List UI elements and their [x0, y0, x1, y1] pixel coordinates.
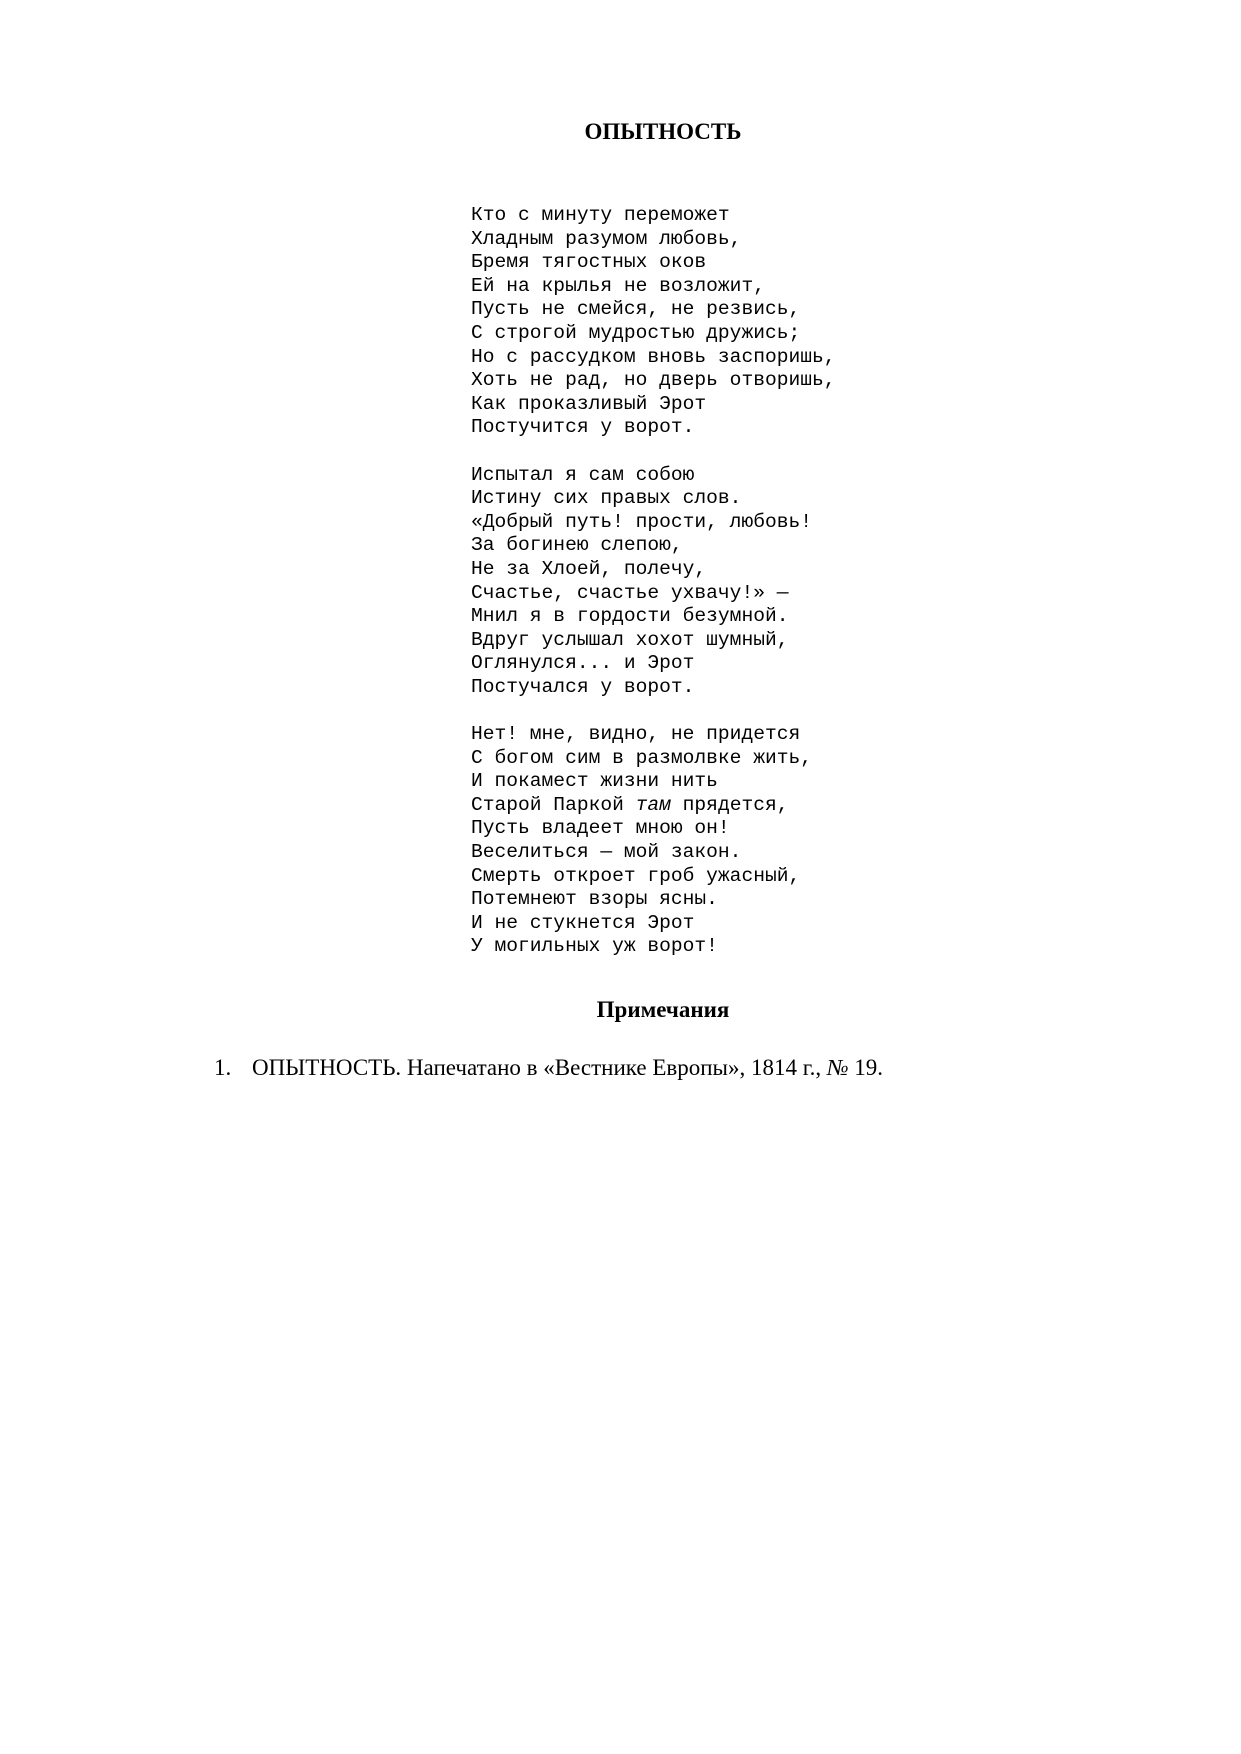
poem-line: С богом сим в размолвке жить, — [471, 746, 812, 769]
poem-line: Постучится у ворот. — [471, 416, 695, 439]
poem-line: Но с рассудком вновь заспоришь, — [471, 345, 836, 368]
note-number-sign: № — [826, 1055, 849, 1080]
poem-line: Нет! мне, видно, не придется — [471, 723, 801, 746]
poem-line: За богинею слепою, — [471, 534, 683, 557]
poem-line: Истину сих правых слов. — [471, 487, 742, 510]
poem-line: Кто с минуту переможет — [471, 204, 730, 226]
poem-line: Постучался у ворот. — [471, 675, 695, 698]
poem-line: С строгой мудростью дружись; — [471, 321, 801, 344]
note-tail: 19. — [848, 1055, 884, 1080]
poem-line: У могильных уж ворот! — [471, 935, 718, 958]
poem-line: Хладным разумом любовь, — [471, 227, 742, 250]
poem-line: Испытал я сам собою — [471, 463, 695, 486]
poem-line-start: Старой Паркой — [471, 793, 636, 816]
poem-line: Мнил я в гордости безумной. — [471, 605, 789, 628]
poem-line: Потемнеют взоры ясны. — [471, 888, 718, 911]
poem-line: И покамест жизни нить — [471, 770, 718, 793]
poem-title: ОПЫТНОСТЬ — [584, 119, 742, 144]
poem-line: Хоть не рад, но дверь отворишь, — [471, 369, 836, 392]
note-number: 1. — [214, 1055, 232, 1080]
poem-line: Ей на крылья не возложит, — [471, 274, 765, 297]
stanza-2 — [471, 464, 836, 700]
poem-line — [471, 794, 836, 818]
notes-list — [214, 1053, 883, 1083]
poem-line: Пусть не смейся, не резвись, — [471, 298, 801, 321]
poem-line: Не за Хлоей, полечу, — [471, 557, 707, 580]
note-item — [214, 1053, 883, 1083]
stanza-1 — [471, 204, 836, 440]
notes-heading: Примечания — [596, 997, 730, 1022]
stanza-3 — [471, 723, 836, 959]
poem-line: И не стукнется Эрот — [471, 911, 695, 934]
poem-line: Смерть откроет гроб ужасный, — [471, 864, 801, 887]
poem-line: Пусть владеет мною он! — [471, 817, 730, 840]
poem-line-end: прядется, — [670, 793, 789, 816]
poem-body — [471, 204, 836, 959]
italic-word: там — [635, 793, 671, 816]
poem-line: Бремя тягостных оков — [471, 251, 707, 274]
poem-line: Как проказливый Эрот — [471, 392, 707, 415]
poem-line: Вдруг услышал хохот шумный, — [471, 628, 789, 651]
poem-line: Счастье, счастье ухвачу!» — — [471, 581, 789, 604]
poem-line: «Добрый путь! прости, любовь! — [471, 510, 812, 533]
note-text: ОПЫТНОСТЬ. Напечатано в «Вестнике Европы», 1814 г., — [252, 1055, 827, 1080]
poem-line: Оглянулся... и Эрот — [471, 652, 695, 675]
poem-line: Веселиться — мой закон. — [471, 841, 742, 864]
